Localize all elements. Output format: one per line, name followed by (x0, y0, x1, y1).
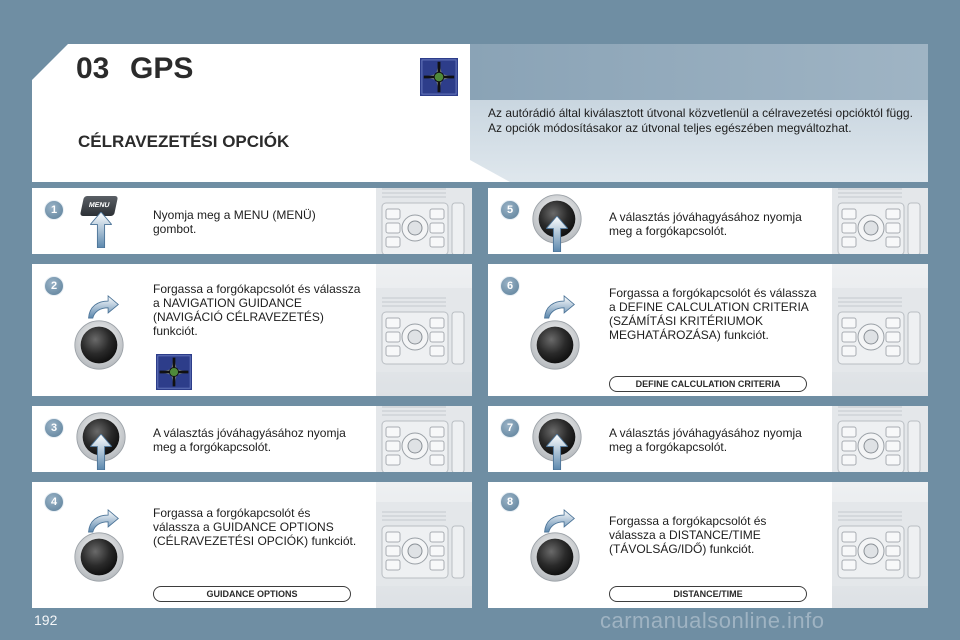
intro-text (488, 106, 920, 136)
rotate-arrow-icon (86, 294, 120, 320)
gps-icon (156, 354, 192, 390)
rotary-knob-icon (530, 320, 580, 370)
step-8-text: Forgassa a forgókapcsolót és válassza a DISTANCE/TIME (TÁVOLSÁG/IDŐ) funkciót. (609, 514, 767, 556)
step-4-text: Forgassa a forgókapcsolót és válassza a GUIDANCE OPTIONS (CÉLRAVEZETÉSI OPCIÓK) funkciót. (153, 506, 357, 548)
watermark: carmanualsonline.info (600, 608, 825, 633)
radio-unit-icon (832, 264, 928, 396)
section-title: CÉLRAVEZETÉSI OPCIÓK (78, 132, 290, 151)
rotary-knob-icon (74, 532, 124, 582)
step-4-photo (376, 482, 472, 608)
gps-icon (420, 58, 458, 96)
step-6-panel (488, 264, 928, 396)
step-3-photo (376, 406, 472, 472)
rotate-arrow-icon (86, 508, 120, 534)
radio-unit-icon (832, 188, 928, 254)
rotate-arrow-icon (542, 508, 576, 534)
step-4-panel (32, 482, 472, 608)
step-1-panel (32, 188, 472, 254)
step-3-text: A választás jóváhagyásához nyomja meg a forgókapcsolót. (153, 426, 346, 454)
menu-option-pill: GUIDANCE OPTIONS (153, 586, 351, 602)
header-map-band (470, 44, 928, 100)
page-number: 192 (34, 612, 58, 628)
step-3-panel (32, 406, 472, 472)
press-arrow-icon (90, 212, 112, 248)
rotary-knob-icon (530, 532, 580, 582)
intro-line-2: Az opciók módosításakor az útvonal teljes egészében megváltozhat. (488, 121, 852, 135)
step-5-photo (832, 188, 928, 254)
radio-unit-icon (832, 406, 928, 472)
step-6-photo (832, 264, 928, 396)
step-5-text: A választás jóváhagyásához nyomja meg a forgókapcsolót. (609, 210, 802, 238)
step-8-badge: 8 (500, 492, 520, 512)
rotate-arrow-icon (542, 294, 576, 320)
step-1-photo (376, 188, 472, 254)
menu-button-label: MENU (88, 202, 111, 209)
chapter-number: 03 (76, 52, 110, 85)
step-6-badge: 6 (500, 276, 520, 296)
press-arrow-icon (546, 434, 568, 470)
step-6-text: Forgassa a forgókapcsolót és válassza a DEFINE CALCULATION CRITERIA (SZÁMÍTÁSI KRITÉRIUMOK MEGHATÁROZÁSA) funkciót. (609, 286, 817, 342)
step-1-text: Nyomja meg a MENU (MENÜ) gombot. (153, 208, 316, 236)
step-7-text: A választás jóváhagyásához nyomja meg a forgókapcsolót. (609, 426, 802, 454)
radio-unit-icon (376, 482, 472, 608)
intro-line-1: Az autórádió által kiválasztott útvonal közvetlenül a célravezetési opcióktól függ. (488, 106, 913, 120)
step-7-panel (488, 406, 928, 472)
step-4-badge: 4 (44, 492, 64, 512)
radio-unit-icon (376, 188, 472, 254)
step-8-panel (488, 482, 928, 608)
step-3-badge: 3 (44, 418, 64, 438)
step-7-badge: 7 (500, 418, 520, 438)
radio-unit-icon (832, 482, 928, 608)
step-8-photo (832, 482, 928, 608)
step-5-badge: 5 (500, 200, 520, 220)
step-2-panel (32, 264, 472, 396)
step-7-photo (832, 406, 928, 472)
step-2-photo (376, 264, 472, 396)
radio-unit-icon (376, 406, 472, 472)
step-2-badge: 2 (44, 276, 64, 296)
step-2-text: Forgassa a forgókapcsolót és válassza a NAVIGATION GUIDANCE (NAVIGÁCIÓ CÉLRAVEZETÉS) funkciót. (153, 282, 361, 338)
rotary-knob-icon (74, 320, 124, 370)
press-arrow-icon (546, 216, 568, 252)
menu-option-pill: DEFINE CALCULATION CRITERIA (609, 376, 807, 392)
menu-option-pill: DISTANCE/TIME (609, 586, 807, 602)
step-5-panel (488, 188, 928, 254)
step-1-badge: 1 (44, 200, 64, 220)
radio-unit-icon (376, 264, 472, 396)
chapter-title: GPS (130, 52, 194, 85)
press-arrow-icon (90, 434, 112, 470)
